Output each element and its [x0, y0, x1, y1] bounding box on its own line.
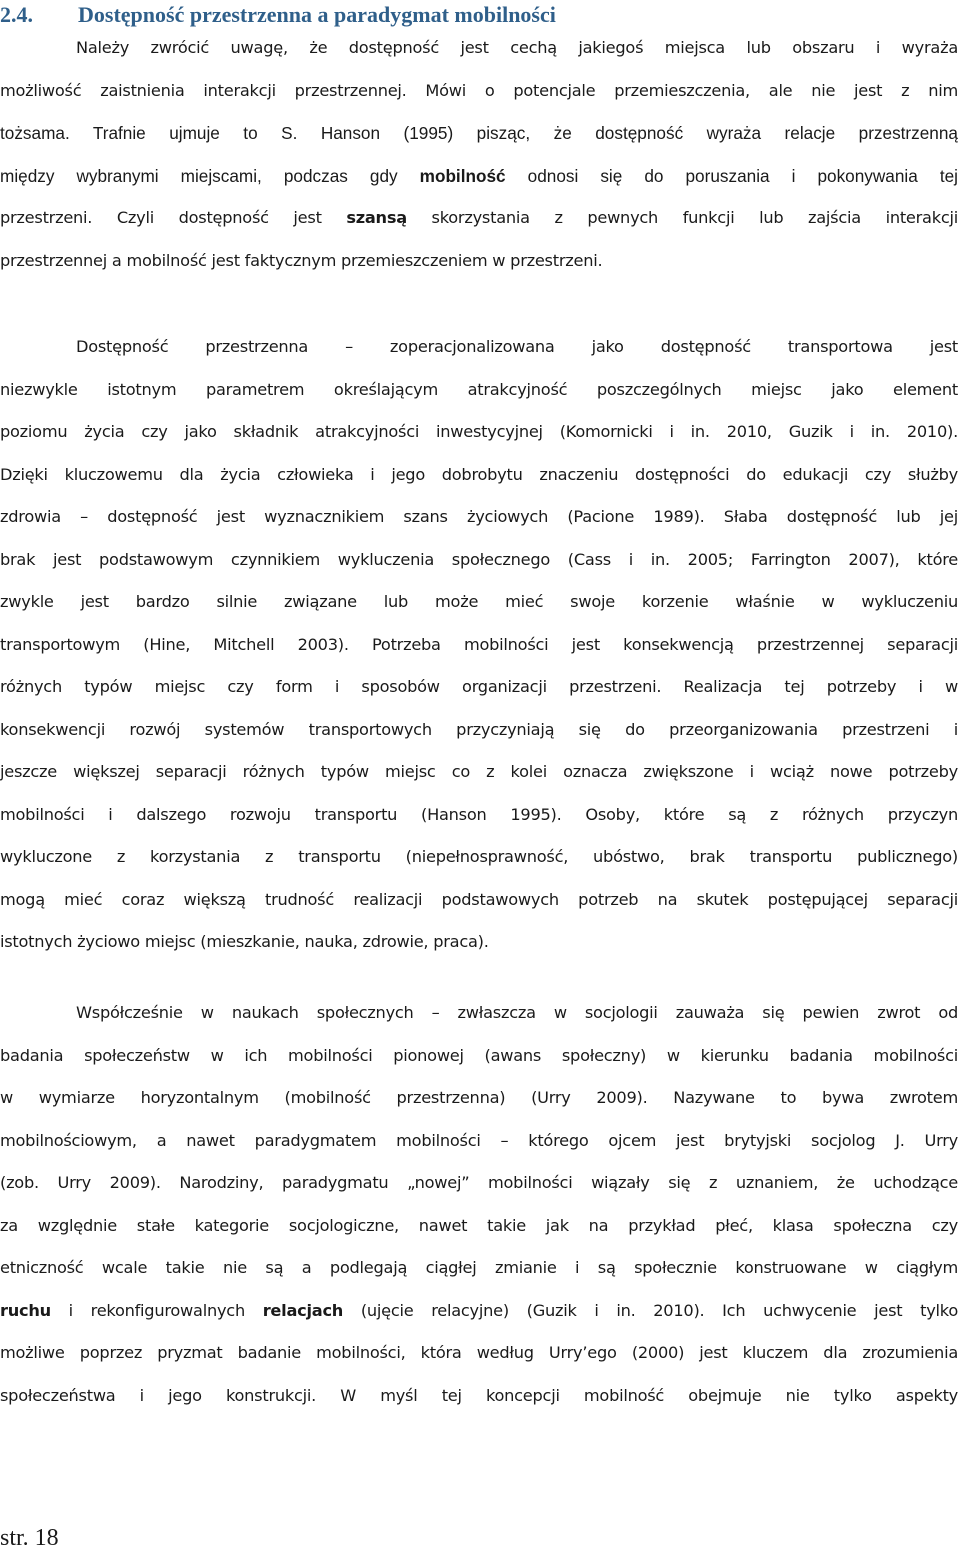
text-line: przestrzennej a mobilność jest faktycznym przemieszczeniem w przestrzeni. — [0, 250, 603, 270]
text-line: przestrzeni. Czyli dostępność jest szansą skorzystania z pewnych funkcji lub zajścia interakcji — [0, 208, 958, 227]
text-line: brak jest podstawowym czynnikiem wykluczenia społecznego (Cass i in. 2005; Farrington 2007), które — [0, 549, 958, 569]
emphasis-mobilnosc: mobilność — [419, 165, 506, 186]
text-line: za względnie stałe kategorie socjologiczne, nawet takie jak na przykład płeć, klasa społeczna czy — [0, 1215, 958, 1235]
text-line: między wybranymi miejscami, podczas gdy mobilność odnosi się do poruszania i pokonywania tej — [0, 165, 958, 186]
text-line: transportowym (Hine, Mitchell 2003). Potrzeba mobilności jest konsekwencją przestrzennej separacji — [0, 634, 958, 654]
text-line: etniczność wcale takie nie są a podlegają ciągłej zmianie i są społecznie konstruowane w ciągłym — [0, 1258, 958, 1277]
paragraph-2 — [0, 326, 958, 964]
text-line: mobilnościowym, a nawet paradygmatem mobilności – którego ojcem jest brytyjski socjolog J. Urry — [0, 1130, 958, 1150]
text-line: możliwe poprzez pryzmat badanie mobilności, która według Urry’ego (2000) jest kluczem dla zrozumienia — [0, 1343, 958, 1362]
text-line: różnych typów miejsc czy form i sposobów organizacji przestrzeni. Realizacja tej potrzeby i w — [0, 677, 958, 696]
text-line: w wymiarze horyzontalnym (mobilność przestrzenna) (Urry 2009). Nazywane to bywa zwrotem — [0, 1088, 958, 1107]
text-line: wykluczone z korzystania z transportu (niepełnosprawność, ubóstwo, brak transportu publicznego) — [0, 847, 958, 866]
text-line: poziomu życia czy jako składnik atrakcyjności inwestycyjnej (Komornicki i in. 2010, Guzik i in. 2010). — [0, 422, 958, 441]
text-line: Dzięki kluczowemu dla życia człowieka i jego dobrobytu znaczeniu dostępności do edukacji czy służby — [0, 464, 958, 484]
text-line: Należy zwrócić uwagę, że dostępność jest cechą jakiegoś miejsca lub obszaru i wyraża — [76, 38, 958, 57]
text-line: konsekwencji rozwój systemów transportowych przyczyniają się do przeorganizowania przestrzeni i — [0, 719, 958, 739]
text-line: zwykle jest bardzo silnie związane lub może mieć swoje korzenie właśnie w wykluczeniu — [0, 592, 958, 611]
emphasis-szansa: szansą — [346, 208, 407, 227]
text-line: mobilności i dalszego rozwoju transportu (Hanson 1995). Osoby, które są z różnych przyczyn — [0, 804, 958, 824]
text-line: badania społeczeństw w ich mobilności pionowej (awans społeczny) w kierunku badania mobilności — [0, 1045, 958, 1065]
text-line: Współcześnie w naukach społecznych – zwłaszcza w socjologii zauważa się pewien zwrot od — [76, 1003, 958, 1022]
text-line: (zob. Urry 2009). Narodziny, paradygmatu „nowej” mobilności wiązały się z uznaniem, że uchodzące — [0, 1173, 958, 1192]
text-line: mogą mieć coraz większą trudność realizacji podstawowych potrzeb na skutek postępującej separacji — [0, 889, 958, 909]
text-line: zdrowia – dostępność jest wyznacznikiem szans życiowych (Pacione 1989). Słaba dostępność lub jej — [0, 507, 958, 526]
section-title: Dostępność przestrzenna a paradygmat mobilności — [78, 2, 556, 27]
section-number: 2.4. — [0, 2, 33, 27]
emphasis-ruchu: ruchu — [0, 1300, 51, 1320]
text-line: niezwykle istotnym parametrem określającym atrakcyjność poszczególnych miejsc jako element — [0, 379, 958, 399]
emphasis-relacjach: relacjach — [262, 1300, 344, 1320]
section-heading — [0, 0, 556, 30]
paragraph-3 — [0, 992, 958, 1417]
text-line: ruchu i rekonfigurowalnych relacjach (ujęcie relacyjne) (Guzik i in. 2010). Ich uchwycenie jest tylko — [0, 1300, 958, 1320]
text-line: istotnych życiowo miejsc (mieszkanie, nauka, zdrowie, praca). — [0, 932, 489, 951]
text-line: społeczeństwa i jego konstrukcji. W myśl tej koncepcji mobilność obejmuje nie tylko aspekty — [0, 1385, 958, 1405]
text-line: jeszcze większej separacji różnych typów miejsc co z kolei oznacza zwiększone i wciąż nowe potrzeby — [0, 762, 958, 781]
page-number: str. 18 — [0, 1525, 59, 1551]
text-line: możliwość zaistnienia interakcji przestrzennej. Mówi o potencjale przemieszczenia, ale nie jest z nim — [0, 80, 958, 100]
paragraph-1 — [0, 27, 958, 282]
text-line: Dostępność przestrzenna – zoperacjonalizowana jako dostępność transportowa jest — [76, 337, 958, 356]
text-line: tożsama. Trafnie ujmuje to S. Hanson (1995) pisząc, że dostępność wyraża relacje przestrzenną — [0, 123, 958, 143]
